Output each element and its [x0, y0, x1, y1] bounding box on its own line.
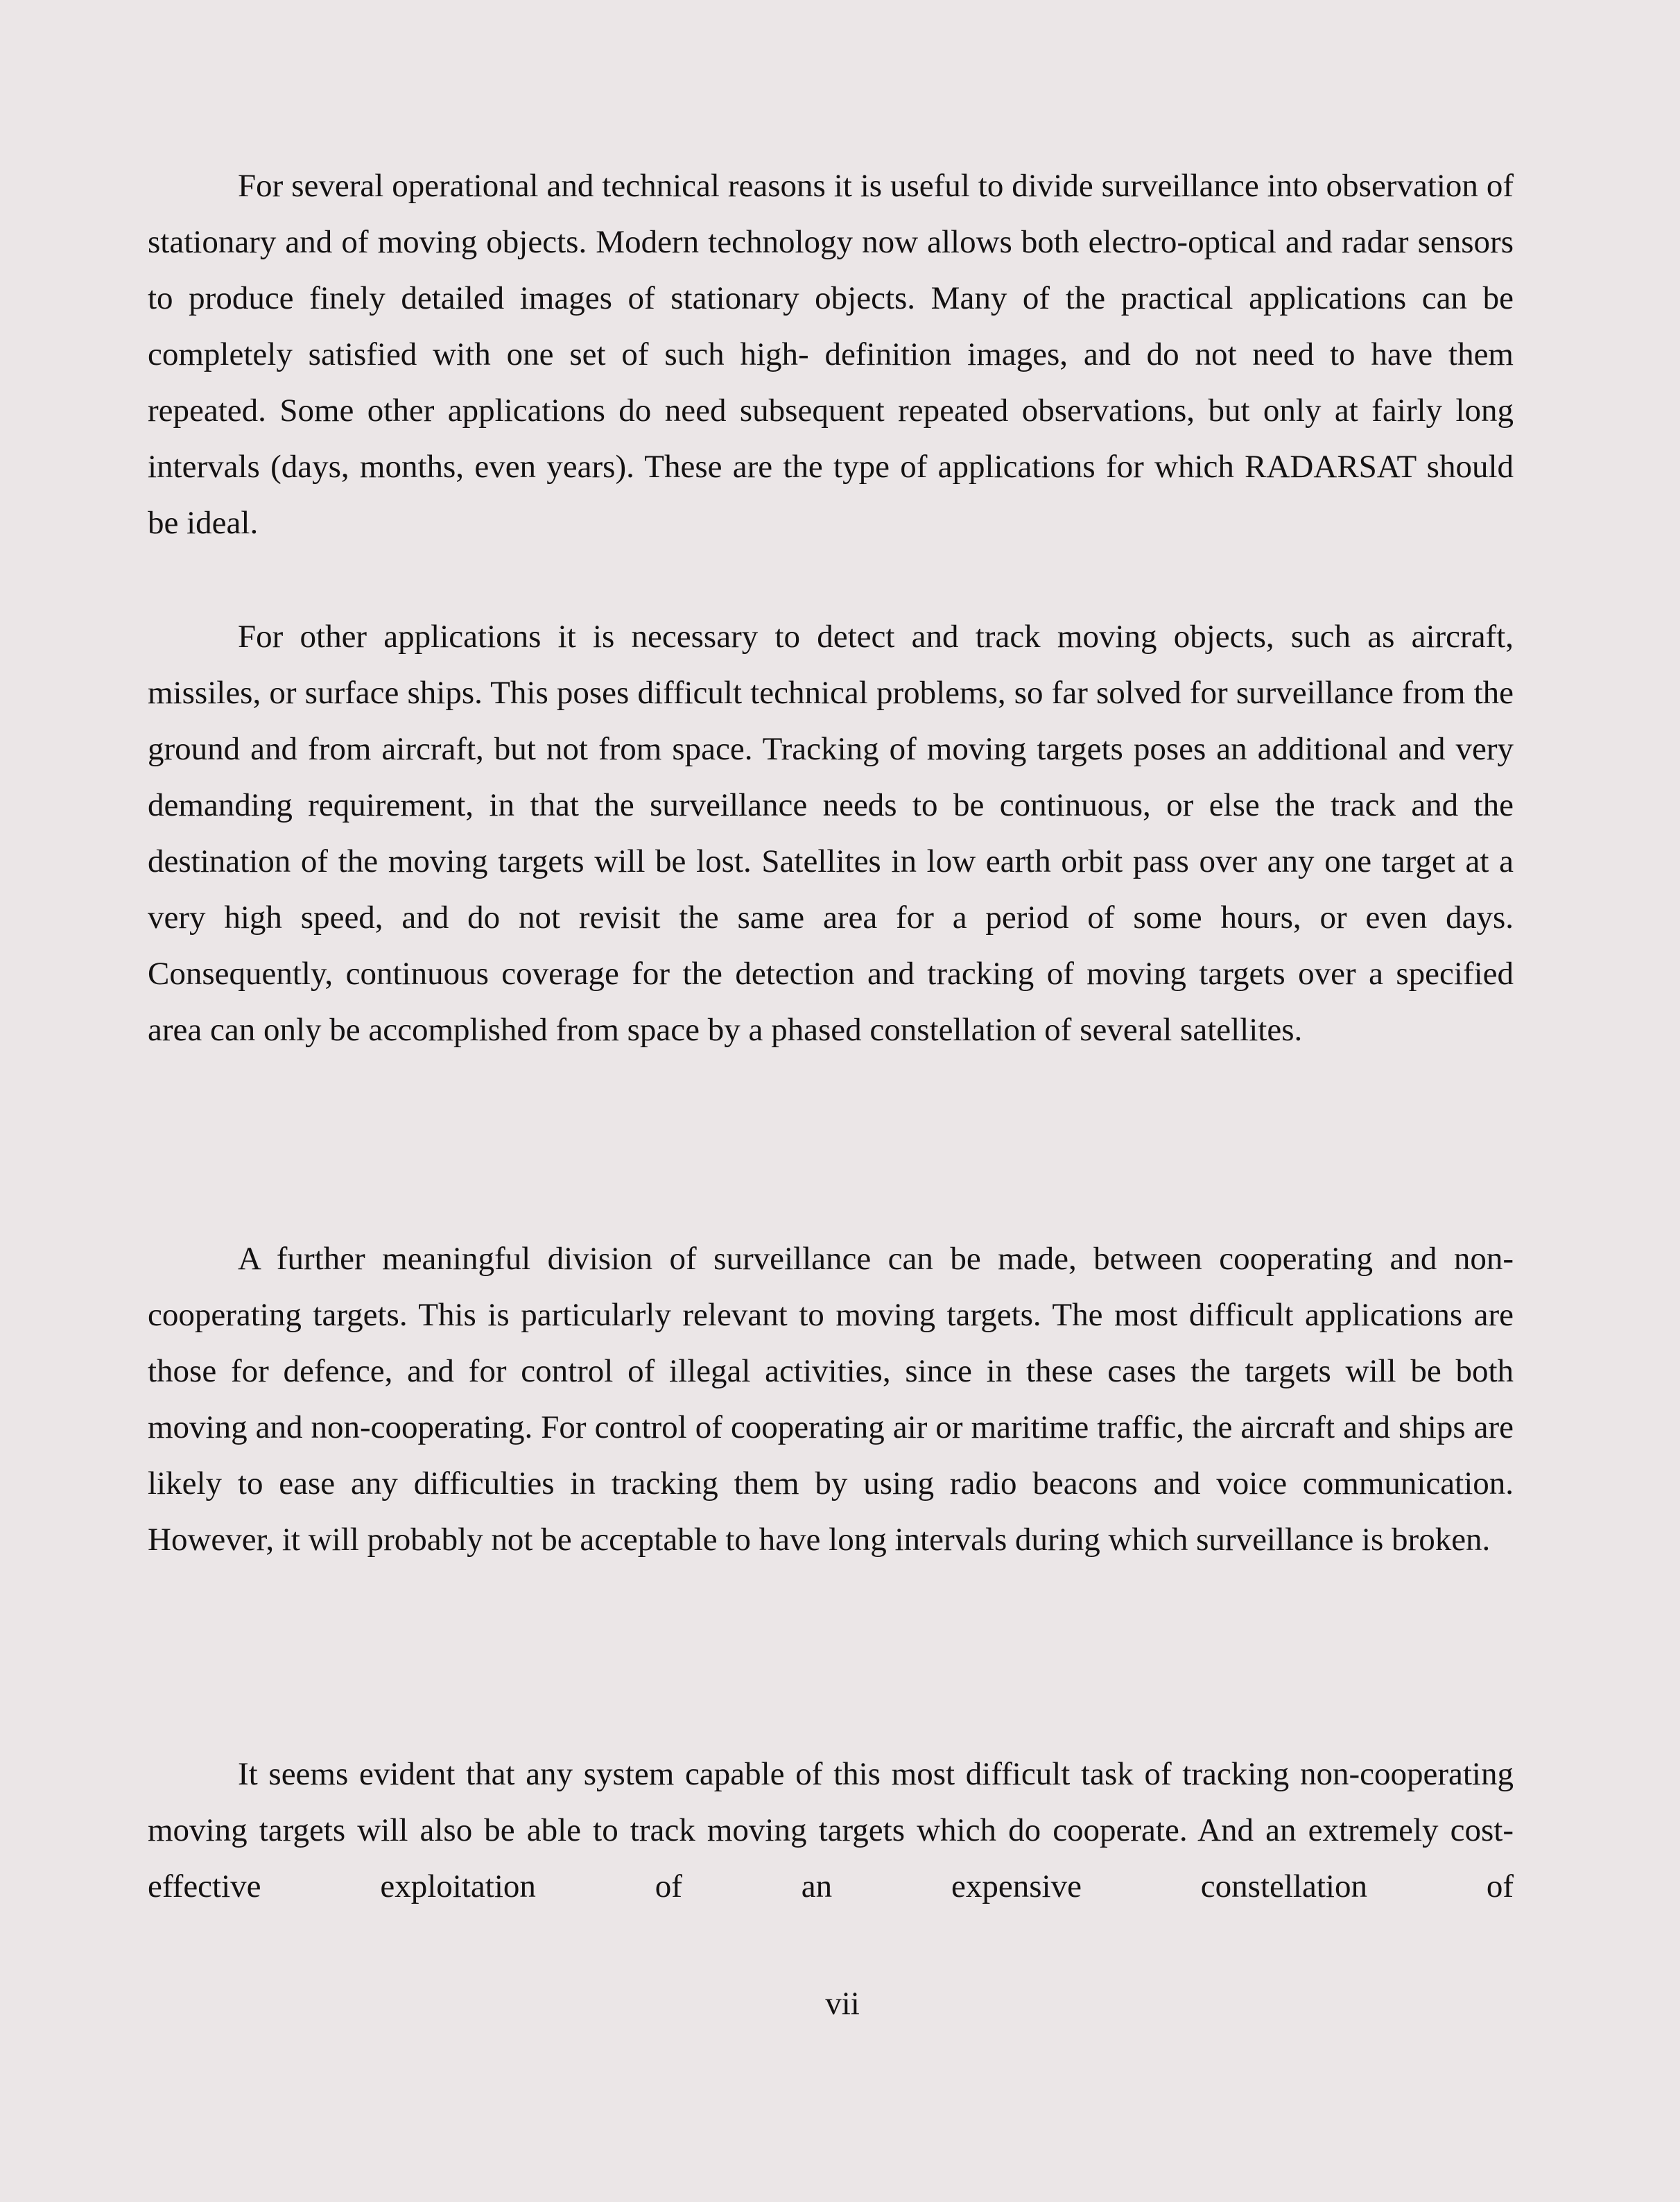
text-line: Many of the practical applications can be completely satisfied with one set of such high-	[148, 280, 1514, 372]
text-line: even years). These are the type of applications for which RADARSAT should be ideal.	[148, 449, 1514, 541]
paragraph-4-text	[148, 1746, 1514, 1915]
text-line: cooperate. And an extremely cost-effective exploitation of an expensive constellation of	[148, 1812, 1514, 1904]
text-line: need subsequent repeated observations, but only at fairly long intervals (days, months,	[148, 393, 1514, 485]
text-line: it will probably not be acceptable to have long intervals during which surveillance is	[282, 1522, 1384, 1558]
text-line: electro-optical and radar sensors to produce finely detailed images of stationary objects.	[148, 224, 1514, 316]
text-line: surveillance needs to be continuous, or else the track and the destination of the moving	[148, 787, 1514, 879]
text-line: and non-cooperating targets. This is particularly relevant to moving targets. The most	[148, 1241, 1514, 1333]
text-line: speed, and do not revisit the same area for a period of some hours, or even days.	[300, 900, 1514, 936]
text-line: observation of stationary and of moving objects. Modern technology now allows both	[148, 168, 1514, 260]
text-line: moving targets poses an additional and very demanding requirement, in that the	[148, 731, 1514, 823]
text-line: Consequently, continuous coverage for the detection and tracking of moving targets over	[148, 956, 1356, 992]
text-line: For other applications it is necessary to detect and track moving objects, such as	[238, 619, 1395, 655]
paragraph-1	[148, 158, 1514, 551]
text-line: aircraft, missiles, or surface ships. This poses difficult technical problems, so far solved	[148, 619, 1514, 711]
paragraph-3	[148, 1231, 1514, 1568]
text-line: several satellites.	[1080, 1012, 1303, 1048]
text-line: targets will be lost. Satellites in low earth orbit pass over any one target at a very high	[148, 843, 1514, 936]
paragraph-1-text	[148, 158, 1514, 551]
text-line: For several operational and technical reasons it is useful to divide surveillance into	[238, 168, 1318, 204]
paragraph-3-text	[148, 1231, 1514, 1568]
text-line: broken.	[1392, 1522, 1491, 1558]
text-line: definition images, and do not need to have them repeated. Some other applications do	[148, 336, 1514, 429]
paragraph-4	[148, 1746, 1514, 1915]
paragraph-2	[148, 609, 1514, 1058]
text-line: It seems evident that any system capable of this most difficult task of tracking	[238, 1756, 1290, 1792]
text-line: cooperating air or maritime traffic, the aircraft and ships are likely to ease any	[148, 1409, 1514, 1502]
text-line: for surveillance from the ground and from aircraft, but not from space. Tracking of	[148, 675, 1514, 767]
page-number: vii	[825, 1986, 860, 2022]
text-line: a specified area can only be accomplished from space by a phased constellation of	[148, 956, 1514, 1048]
paragraph-2-text	[148, 609, 1514, 1058]
text-line: difficulties in tracking them by using radio beacons and voice communication. However,	[148, 1465, 1514, 1558]
text-line: difficult applications are those for defence, and for control of illegal activities, since in	[148, 1297, 1514, 1389]
text-line: non-cooperating moving targets will also be able to track moving targets which do	[148, 1756, 1514, 1848]
text-line: A further meaningful division of surveillance can be made, between cooperating	[238, 1241, 1374, 1277]
text-line: these cases the targets will be both moving and non-cooperating. For control of	[148, 1353, 1514, 1445]
